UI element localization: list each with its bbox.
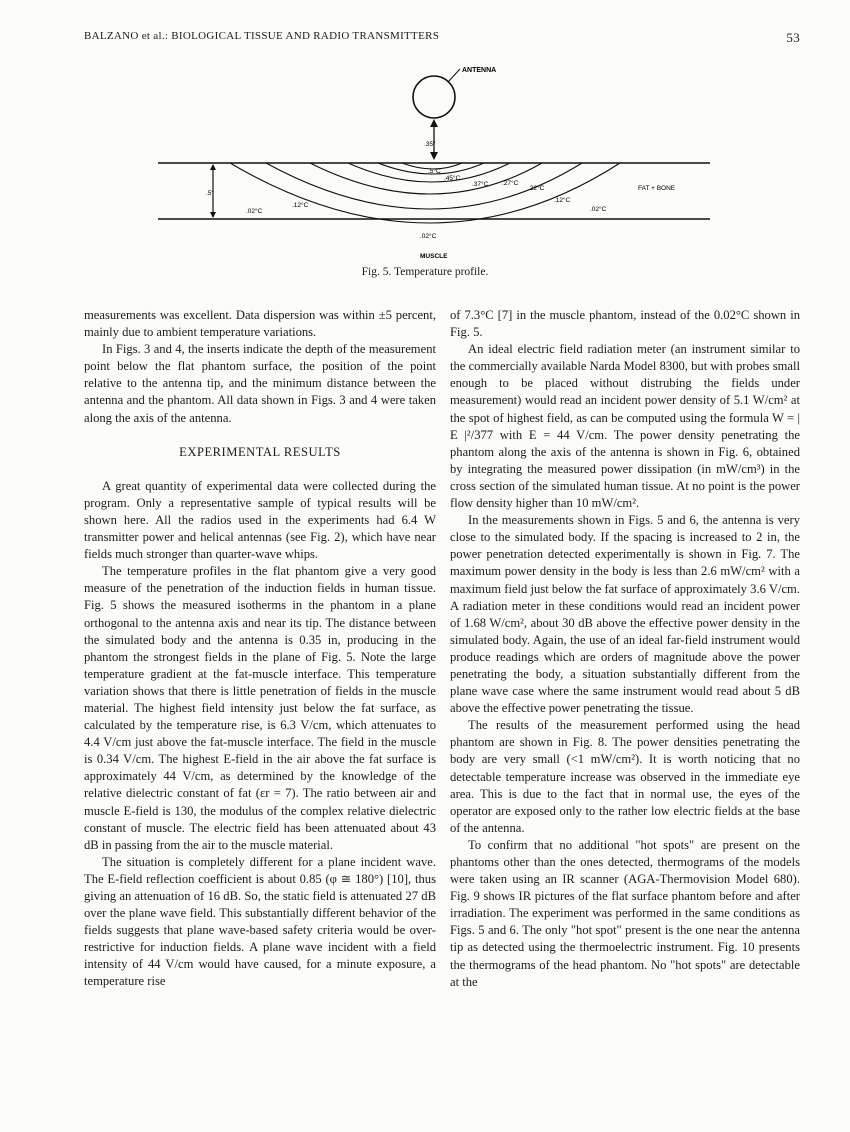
antenna-leader — [448, 69, 460, 82]
paragraph: An ideal electric field radiation meter (an instrument similar to the commercially available Narda Model 8300, but with probes small enough to be placed without distrubing the fields under measurement) would read an incident power density of 5.1 W/cm² at the spot of highest field, as can be computed using the formula W = | E |²/377 with E = 44 V/cm. The power density penetrating the phantom along the axis of the antenna is shown in Fig. 6, obtained by integrating the measured power dissipation (in mW/cm³) in the cross section of the simulated human tissue. At no point is the power flow density higher than 10 mW/cm². — [450, 342, 800, 511]
depth-label: .5" — [206, 190, 214, 197]
iso-label-37: .37°C — [472, 181, 489, 188]
iso-label-27: .27°C — [502, 180, 519, 187]
fat-bone-label: FAT + BONE — [638, 185, 676, 192]
paragraph: A great quantity of experimental data were collected during the program. Only a representative sample of typical results will be shown here. All the radios used in the experiments had 6.4 W transmitter power and helical antennas (see Fig. 2), which have near fields much stronger than quarter-wave whips. — [84, 478, 436, 562]
figure-temperature-profile — [150, 55, 720, 265]
isotherm-labels — [246, 167, 607, 240]
paragraph: measurements was excellent. Data dispersion was within ±5 percent, mainly due to ambient temperature variations. — [84, 308, 436, 340]
muscle-label: MUSCLE — [420, 253, 448, 260]
paragraph: The situation is completely different for a plane incident wave. The E-field reflection coefficient is about 0.85 (φ ≅ 180°) [10], thus giving an attenuation of 16 dB. So, the static field is attenuated 27 dB over the plane wave field. This substantially different behavior of the fields suggests that plane wave-based safety criteria would be over-restrictive for induction fields. A plane wave incident with a field intensity of 44 V/cm would have caused, for a minute exposure, a temperature rise — [84, 854, 436, 989]
antenna-circle — [413, 76, 455, 118]
iso-label-45: .45°C — [444, 175, 461, 182]
paragraph: In the measurements shown in Figs. 5 and 6, the antenna is very close to the simulated body. If the spacing is increased to 2 in, the power penetration detected experimentally is shown in Fig. 7. The maximum power density in the body is less than 2.6 mW/cm² with a maximum field just below the fat surface of approximately 3.6 V/cm. A radiation meter in these conditions would read an incident power of 1.68 W/cm², about 30 dB above the effective power density in the simulated body. Again, the use of an ideal far-field instrument would produce readings which are orders of magnitude above the power penetrating the body, a situation substantially different from the plane wave case where the same instrument would read about 5 dB above the effective power penetrating the tissue. — [450, 513, 800, 716]
temperature-profile-diagram — [150, 55, 720, 265]
right-column — [450, 307, 800, 991]
figure-caption: Fig. 5. Temperature profile. — [361, 266, 489, 278]
paragraph: In Figs. 3 and 4, the inserts indicate the depth of the measurement point below the flat phantom surface, the position of the point relative to the antenna tip, and the minimum distance between the antenna and the phantom. All data shown in Figs. 3 and 4 were taken along the axis of the antenna. — [84, 342, 436, 425]
isotherm-02 — [230, 163, 620, 223]
iso-label-02-bottom: .02°C — [420, 233, 437, 240]
iso-label-12-right: .12°C — [554, 197, 571, 204]
paragraph: The temperature profiles in the flat phantom give a very good measure of the penetration of the induction fields in human tissue. Fig. 5 shows the measured isotherms in the phantom in a plane orthogonal to the antenna axis and near its tip. The distance between the simulated body and the antenna is 0.35 in, producing in the phantom the strongest fields in the plane of Fig. 5. Note the large temperature gradient at the fat-muscle interface. This temperature variation shows that there is little penetration of fields in the muscle material. The highest field intensity just below the fat surface, as calculated by the temperature rise, is 6.3 V/cm, which attenuates to 4.4 V/cm just above the fat-muscle interface. The field in the muscle is 0.34 V/cm. The highest E-field in the air above the fat surface is approximately 44 V/cm, as determined by the knowledge of the relative dielectric constant of fat (εr = 7). The ratio between air and muscle E-field is 130, the modulus of the complex relative dielectric constant of muscle. The electric field has been attenuated about 43 dB in passing from the air to the muscle material. — [84, 564, 436, 852]
running-head: BALZANO et al.: BIOLOGICAL TISSUE AND RADIO TRANSMITTERS — [84, 30, 440, 42]
iso-label-12-left: .12°C — [292, 202, 309, 209]
spacing-arrowhead-up — [430, 119, 438, 127]
depth-arrowhead-down — [210, 212, 216, 218]
spacing-arrowhead-down — [430, 152, 438, 160]
iso-label-22: .22°C — [528, 185, 545, 192]
antenna-label: ANTENNA — [462, 67, 497, 74]
section-heading: EXPERIMENTAL RESULTS — [179, 444, 341, 459]
left-column — [84, 307, 436, 991]
spacing-label: .35" — [424, 141, 436, 148]
iso-label-02-right: .02°C — [590, 206, 607, 213]
isotherm-22 — [310, 163, 542, 194]
iso-label-02-left: .02°C — [246, 208, 263, 215]
page-number: 53 — [786, 30, 800, 45]
paragraph: To confirm that no additional "hot spots" are present on the phantoms other than the ones detected, thermograms of the models were taken using an IR scanner (AGA-Thermovision Model 680). Fig. 9 shows IR pictures of the flat surface phantom before and after irradiation. The experiment was performed in the same conditions as Figs. 5 and 6. The only "hot spot" present is the one near the antenna tip as detected using the thermoelectric instrument. Fig. 10 presents the thermograms of the head phantom. No "hot spots" are detectable at the — [450, 837, 800, 989]
iso-label-5: .5°C — [428, 168, 441, 175]
isotherm-curves — [230, 163, 620, 223]
paragraph: of 7.3°C [7] in the muscle phantom, instead of the 0.02°C shown in Fig. 5. — [450, 308, 800, 340]
paragraph: The results of the measurement performed using the head phantom are shown in Fig. 8. The power densities penetrating the body are very small (<1 mW/cm²). It is worth noticing that no detectable temperature increase was observed in the immediate eye area. This is due to the fact that in normal use, the eyes of the operator are exposed only to the rather low electric fields at the base of the antenna. — [450, 718, 800, 835]
depth-arrowhead-up — [210, 164, 216, 170]
running-header — [84, 30, 800, 45]
